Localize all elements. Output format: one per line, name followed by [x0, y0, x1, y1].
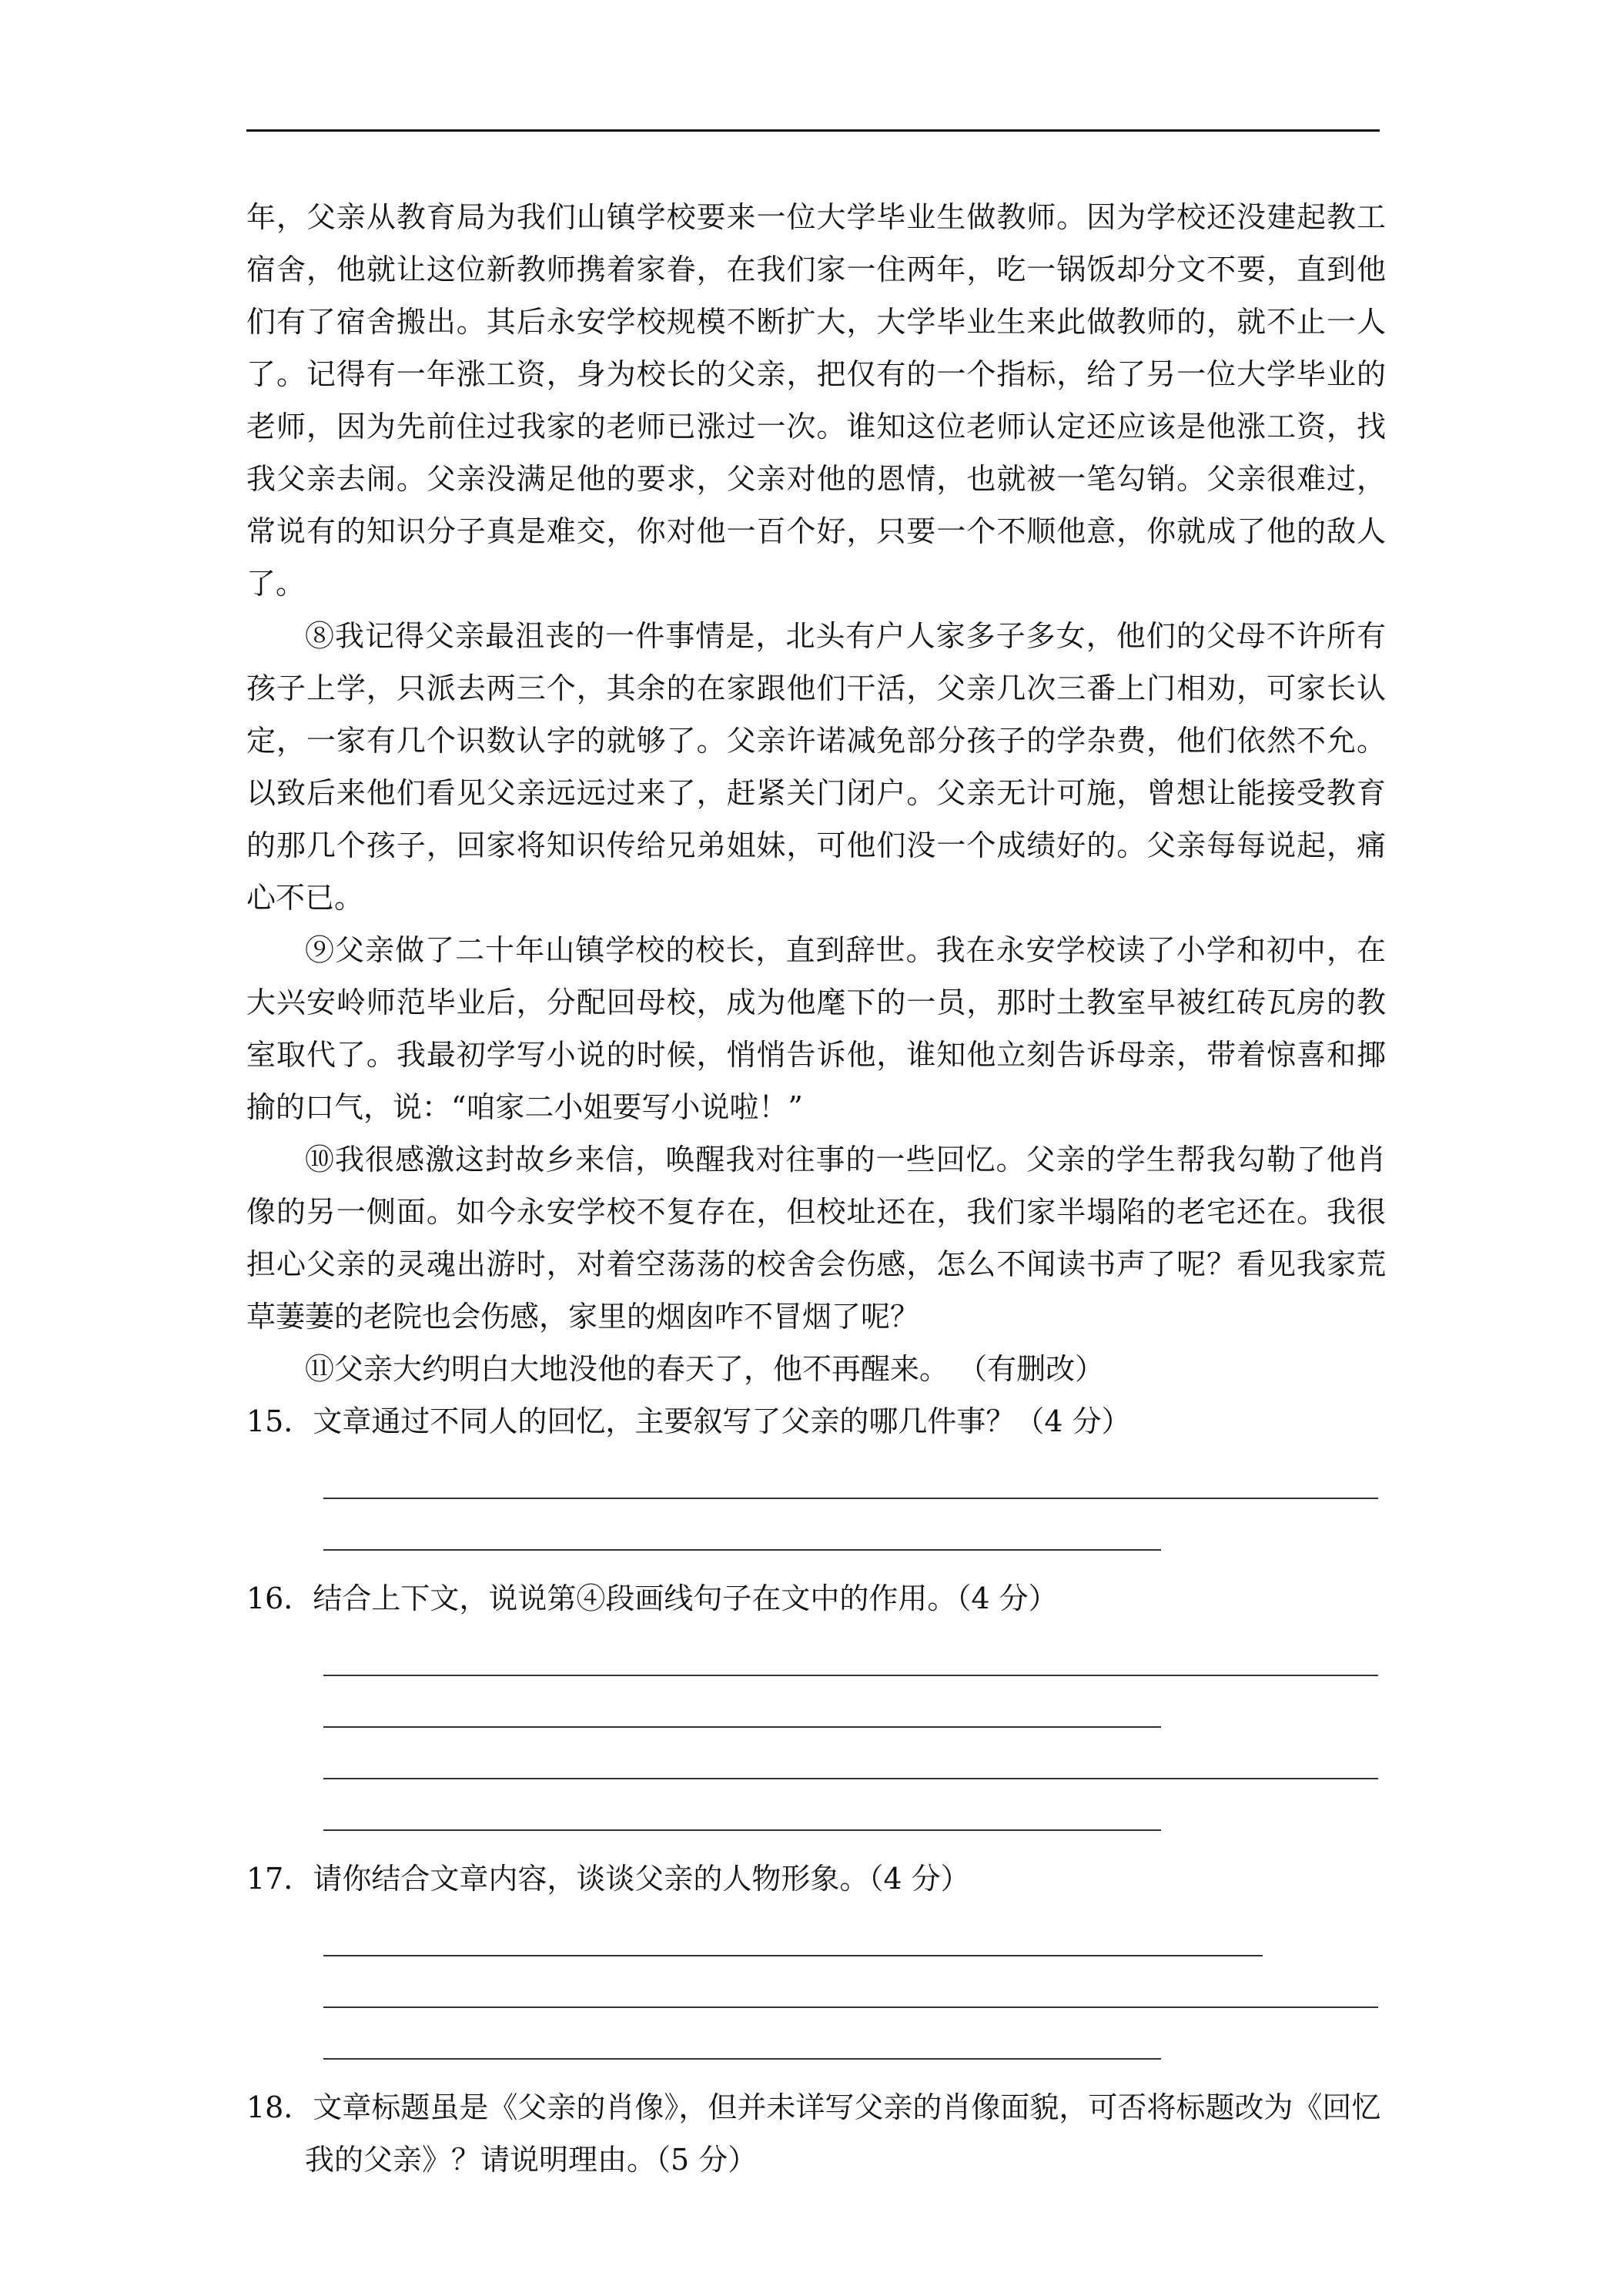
answer-line[interactable] — [323, 1448, 1378, 1499]
paragraph-7-continuation: 年，父亲从教育局为我们山镇学校要来一位大学毕业生做教师。因为学校还没建起教工宿舍，他就让这位新教师携着家眷，在我们家一住两年，吃一锅饭却分文不要，直到他们有了宿舍搬出。其后永安学校规模不断扩大，大学毕业生来此做教师的，就不止一人了。记得有一年涨工资，身为校长的父亲，把仅有的一个指标，给了另一位大学毕业的老师，因为先前住过我家的老师已涨过一次。谁知这位老师认定还应该是他涨工资，找我父亲去闹。父亲没满足他的要求，父亲对他的恩情，也就被一笔勾销。父亲很难过，常说有的知识分子真是难交，你对他一百个好，只要一个不顺他意，你就成了他的敌人了。 — [246, 200, 1386, 601]
question-16: 16．结合上下文，说说第④段画线句子在文中的作用。（4 分） — [246, 1581, 1058, 1615]
paragraph-10: ⑩我很感激这封故乡来信，唤醒我对往事的一些回忆。父亲的学生帮我勾勒了他肖像的另一侧面。如今永安学校不复存在，但校址还在，我们家半塌陷的老宅还在。我很担心父亲的灵魂出游时，对着空荡荡的校舍会伤感，怎么不闻读书声了呢？看见我家荒草萋萋的老院也会伤感，家里的烟囱咋不冒烟了呢？ — [246, 1143, 1386, 1334]
answer-line[interactable] — [323, 1625, 1378, 1676]
answer-line[interactable] — [323, 1956, 1378, 2008]
header-rule — [246, 129, 1380, 132]
question-17: 17．请你结合文章内容，谈谈父亲的人物形象。（4 分） — [246, 1862, 970, 1896]
paragraph-9: ⑨父亲做了二十年山镇学校的校长，直到辞世。我在永安学校读了小学和初中，在大兴安岭师范毕业后，分配回母校，成为他麾下的一员，那时土教室早被红砖瓦房的教室取代了。我最初学写小说的时候，悄悄告诉他，谁知他立刻告诉母亲，带着惊喜和揶揄的口气，说：“咱家二小姐要写小说啦！” — [246, 933, 1386, 1124]
answer-line[interactable] — [323, 1905, 1263, 1956]
answer-line[interactable] — [323, 1499, 1161, 1551]
answer-line[interactable] — [323, 1728, 1378, 1779]
question-18: 18．文章标题虽是《父亲的肖像》，但并未详写父亲的肖像面貌，可否将标题改为《回忆我的父亲》？请说明理由。（5 分） — [246, 2090, 1381, 2177]
answer-line[interactable] — [323, 1779, 1161, 1831]
answer-line[interactable] — [323, 2008, 1161, 2060]
question-15: 15．文章通过不同人的回忆，主要叙写了父亲的哪几件事？（4 分） — [246, 1404, 1131, 1438]
paragraph-11: ⑪父亲大约明白大地没他的春天了，他不再醒来。 （有删改） — [305, 1352, 1105, 1386]
paragraph-8: ⑧我记得父亲最沮丧的一件事情是，北头有户人家多子多女，他们的父母不许所有孩子上学，只派去两三个，其余的在家跟他们干活，父亲几次三番上门相劝，可家长认定，一家有几个识数认字的就够了。父亲许诺减免部分孩子的学杂费，他们依然不允。以致后来他们看见父亲远远过来了，赶紧关门闭户。父亲无计可施，曾想让能接受教育的那几个孩子，回家将知识传给兄弟姐妹，可他们没一个成绩好的。父亲每每说起，痛心不已。 — [246, 619, 1386, 915]
answer-line[interactable] — [323, 1676, 1161, 1728]
page-content — [246, 191, 1386, 2186]
